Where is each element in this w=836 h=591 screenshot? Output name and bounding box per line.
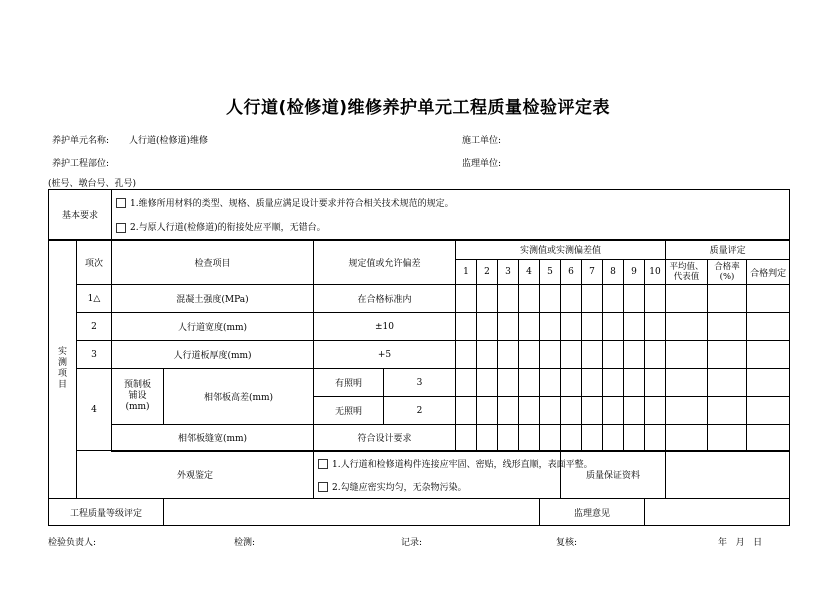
measure-no-2: 2 [477,260,498,285]
page-title: 人行道(检修道)维修养护单元工程质量检验评定表 [225,98,611,118]
checkbox[interactable] [116,198,126,208]
row-item: 人行道宽度(mm) [112,313,314,341]
col-spec-header: 规定值或允许偏差 [314,240,456,285]
construction-unit-label: 施工单位: [462,136,502,146]
row4-cond-a1: 有照明 [314,369,384,397]
measure-no-3: 3 [498,260,519,285]
supervision-opinion-label: 监理意见 [540,499,645,526]
basic-requirement-2: 2.与原人行道(检修道)的衔接处应平顺，无错台。 [112,215,790,240]
unit-name-value: 人行道(检修道)维修 [129,136,209,146]
row-no: 3 [77,341,112,369]
footer-record: 记录: [401,538,423,548]
row-item: 人行道板厚度(mm) [112,341,314,369]
measure-no-10: 10 [645,260,666,285]
checkbox[interactable] [116,223,126,233]
grade-label: 工程质量等级评定 [49,499,164,526]
inspection-table [48,189,790,526]
row-spec: 在合格标准内 [314,285,456,313]
row4-spec-b: 符合设计要求 [314,425,456,451]
measure-no-4: 4 [519,260,540,285]
measure-no-8: 8 [603,260,624,285]
col-rate-header: 合格率(%) [708,260,747,285]
measure-no-6: 6 [561,260,582,285]
row-spec: +5 [314,341,456,369]
measure-no-5: 5 [540,260,561,285]
row-spec: ±10 [314,313,456,341]
col-item-header: 检查项目 [112,240,314,285]
department-label: 养护工程部位: [52,159,110,169]
row-item: 混凝土强度(MPa) [112,285,314,313]
row4-item-b: 相邻板缝宽(mm) [112,425,314,451]
appearance-item-1: 1.人行道和检修道构件连接应牢固、密贴，线形直顺，表面平整。 [314,451,561,475]
grade-value[interactable] [164,499,540,526]
measured-section-label: 实测项目 [49,240,77,499]
qa-docs-label: 质量保证资料 [561,451,666,499]
qa-docs-value[interactable] [666,451,790,499]
measure-no-1: 1 [456,260,477,285]
col-avg-header: 平均值、代表值 [666,260,708,285]
basic-requirement-1: 1.维修所用材料的类型、规格、质量应满足设计要求并符合相关技术规范的规定。 [112,190,790,215]
basic-requirements-label: 基本要求 [49,190,112,240]
row4-cond-a2: 无照明 [314,397,384,425]
row4-val-a2: 2 [384,397,456,425]
row4-group-label: 预制板铺设(mm) [112,369,164,425]
row4-item-a: 相邻板高差(mm) [164,369,314,425]
row-no: 4 [77,369,112,451]
supervision-unit-label: 监理单位: [462,159,502,169]
unit-name-label: 养护单元名称: [52,136,110,146]
checkbox[interactable] [318,482,328,492]
footer-inspector: 检验负责人: [48,538,97,548]
col-no-header: 项次 [77,240,112,285]
footer-review: 复核: [556,538,578,548]
measure-no-9: 9 [624,260,645,285]
supervision-opinion-value[interactable] [645,499,790,526]
footer-date: 年 月 日 [718,538,763,548]
col-judge-header: 合格判定 [747,260,790,285]
checkbox[interactable] [318,459,328,469]
appearance-label: 外观鉴定 [77,451,314,499]
col-quality-header: 质量评定 [666,240,790,260]
row4-val-a1: 3 [384,369,456,397]
col-measured-header: 实测值或实测偏差值 [456,240,666,260]
appearance-item-2: 2.勾缝应密实均匀，无杂物污染。 [314,475,561,499]
row-no: 2 [77,313,112,341]
measure-no-7: 7 [582,260,603,285]
footer-check: 检测: [234,538,256,548]
stake-note: (桩号、墩台号、孔号) [48,179,137,189]
row-no: 1△ [77,285,112,313]
